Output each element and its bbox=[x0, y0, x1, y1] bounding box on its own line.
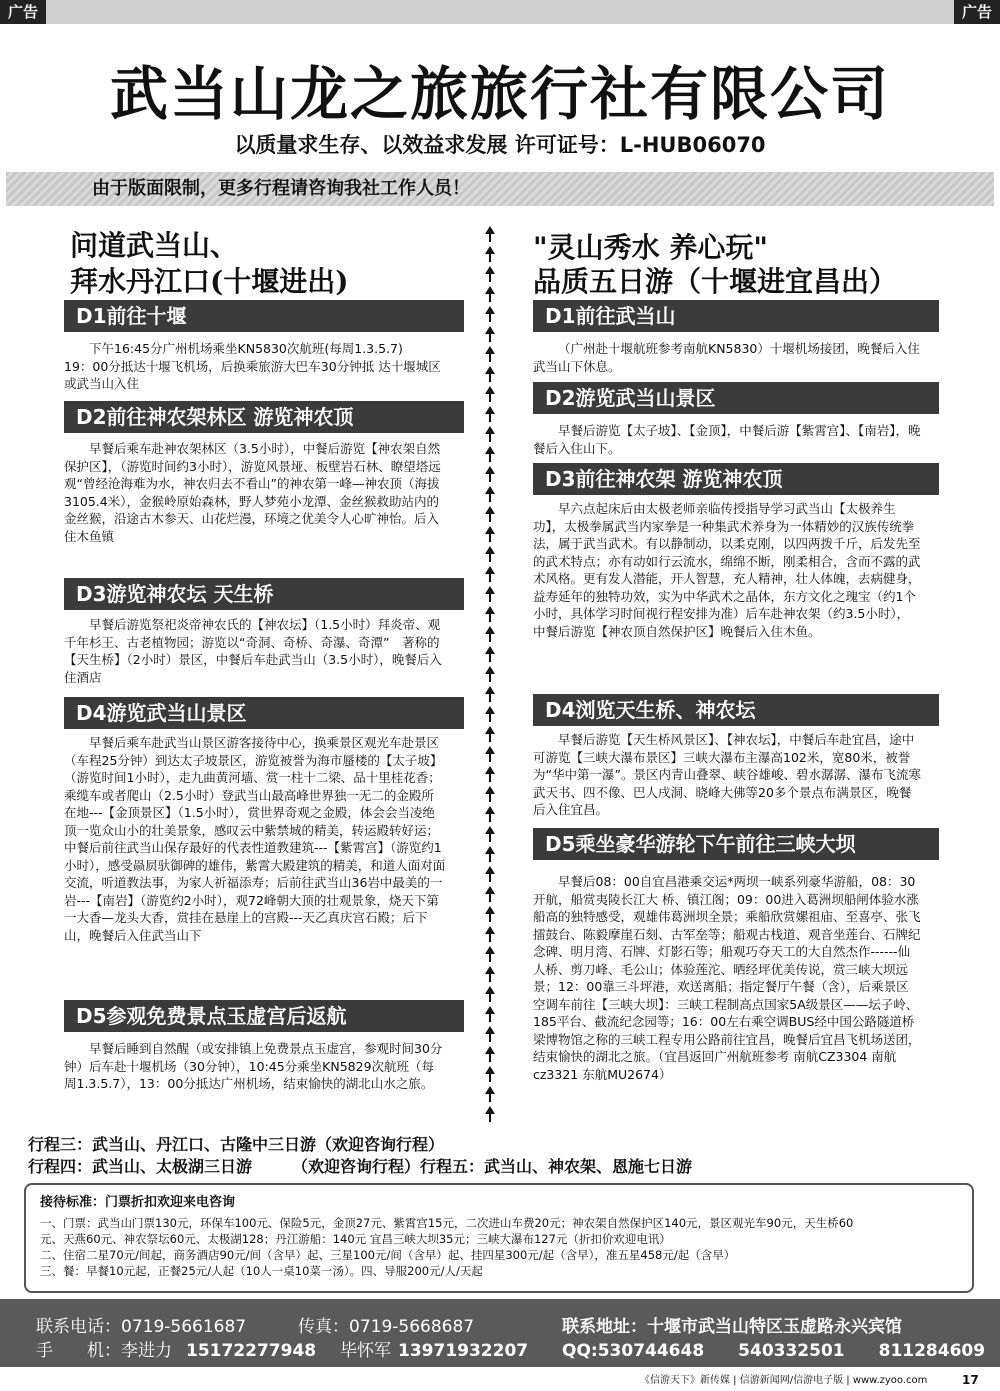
footer-mobile-label: 手 机：李进力 bbox=[36, 1341, 172, 1361]
divider-arrow bbox=[485, 706, 495, 722]
divider-arrow bbox=[485, 346, 495, 362]
divider-arrow bbox=[485, 686, 495, 702]
left-day2-head: D2前往神农架林区 游览神农顶 bbox=[64, 401, 464, 433]
divider-arrow bbox=[485, 406, 495, 422]
divider-arrow bbox=[485, 246, 495, 262]
left-day5-text: 早餐后睡到自然醒（或安排镇上免费景点玉虚宫，参观时间30分钟）后车赴十堰机场（30分钟），10:45分乘坐KN5829次航班（每周1.3.5.7），13：00分抵达广州机场，结束愉快的湖北山水之旅。 bbox=[64, 1041, 443, 1091]
divider-arrow bbox=[485, 326, 495, 342]
right-day3-head: D3前往神农架 游览神农顶 bbox=[533, 463, 939, 495]
notice-bar bbox=[6, 172, 994, 206]
footer-qq: QQ:530744648 540332501 811284609 bbox=[562, 1341, 986, 1361]
standards-line2: 元、天燕60元、神农祭坛60元、太极湖128；丹江游船：140元 宜昌三峡大坝35元；三峡大瀑布127元（折扣价欢迎电讯） bbox=[40, 1232, 671, 1246]
divider-arrow bbox=[485, 946, 495, 962]
right-day2-text: 早餐后游览【太子坡】、【金顶】，中餐后游【紫霄宫】、【南岩】，晚餐后入住山下。 bbox=[533, 423, 921, 456]
right-day5-head: D5乘坐豪华游轮下午前往三峡大坝 bbox=[533, 828, 939, 860]
divider-arrow bbox=[485, 666, 495, 682]
ad-label-right: 广告 bbox=[954, 0, 1000, 24]
divider-arrow bbox=[485, 1026, 495, 1042]
divider-arrow bbox=[485, 306, 495, 322]
divider-arrow bbox=[485, 1046, 495, 1062]
right-title-line1: "灵山秀水 养心玩" bbox=[533, 231, 768, 264]
right-day1-text: （广州赴十堰航班参考南航KN5830）十堰机场接团，晚餐后入住武当山下休息。 bbox=[533, 341, 920, 374]
right-day4-text: 早餐后游览【天生桥风景区】、【神农坛】，中餐后车赴宜昌，途中可游览【三峡大瀑布景区】三峡大瀑布主瀑高102米，宽80米，被誉为“华中第一瀑”。景区内青山叠翠、峡谷雄峻、碧水潺潺、瀑布飞流寒武天书、四不像、巴人戌洞、晓峰大佛等20多个景点布满景区，晚餐后入住宜昌。 bbox=[533, 732, 921, 817]
divider-arrow bbox=[485, 486, 495, 502]
divider-arrow bbox=[485, 846, 495, 862]
bottom-source: 《信游天下》新传媒 | 信游新闻网/信游电子版 | www.zyoo.com bbox=[640, 1375, 928, 1386]
divider-arrow bbox=[485, 566, 495, 582]
left-day3-head: D3游览神农坛 天生桥 bbox=[64, 578, 464, 610]
divider-arrow bbox=[485, 866, 495, 882]
divider-arrow bbox=[485, 766, 495, 782]
bottom-bar bbox=[0, 1370, 1000, 1391]
divider-arrow bbox=[485, 1106, 495, 1122]
left-day4-text: 早餐后乘车赴武当山景区游客接待中心，换乘景区观光车赴景区（车程25分钟）到达太子坡景区，游览被誉为海市蜃楼的【太子坡】（游览时间1小时），走九曲黄河墙、赏一柱十二梁、品十里桂花香；乘缆车或者爬山（2.5小时）登武当山最高峰世界独一无二的金殿所在地---【金顶景区】（1.5小时），赏世界奇观之金殿，体会会当凌绝顶一览众山小的壮美景象，感叹云中紫禁城的精美，转运殿转好运；中餐后前往武当山保存最好的代表性道教建筑---【紫霄宫】（游览约1小时），感受赑屃驮御碑的雄伟，紫霄大殿建筑的精美，和道人面对面交流，听道教法事，为家人祈福添寿；后前往武当山36岩中最美的一岩---【南岩】（游览约2小时），观72峰朝大顶的壮观景象，烧天下第一大香—龙头大香，赏挂在悬崖上的宫殿---天乙真庆宫石殿；后下山，晚餐后入住武当山下 bbox=[64, 735, 446, 943]
footer-mobile2-name: 毕怀军 bbox=[340, 1341, 391, 1361]
left-title-line1: 问道武当山、 bbox=[70, 229, 239, 262]
divider-arrow bbox=[485, 786, 495, 802]
divider-arrow bbox=[485, 726, 495, 742]
divider-arrow bbox=[485, 286, 495, 302]
divider-arrow bbox=[485, 546, 495, 562]
right-day4-head: D4浏览天生桥、神农坛 bbox=[533, 694, 939, 726]
footer-fax: 传真：0719-5668687 bbox=[298, 1317, 475, 1337]
top-band bbox=[0, 0, 1000, 24]
right-day3-text: 早六点起床后由太极老师亲临传授指导学习武当山【太极养生功】，太极拳属武当内家拳是一种集武术养身为一体精妙的汉族传统拳法，属于武当武术。有以静制动，以柔克刚，以四两拨千斤，后发先至的武术特点；亦有动如行云流水，绵绵不断，刚柔相合，含而不露的武术风格。更有发人潜能，开人智慧，充人精神，壮人体魄，去病健身，益寿延年的独特功效，实为中华武术之晶体，东方文化之瑰宝（约1个小时，具体学习时间视行程安排为准）后车赴神农架（约3.5小时），中餐后游览【神农顶自然保护区】晚餐后入住木鱼。 bbox=[533, 501, 921, 639]
ad-label-left: 广告 bbox=[0, 0, 46, 24]
company-name: 武当山龙之旅旅行社有限公司 bbox=[109, 60, 890, 128]
divider-arrow bbox=[485, 646, 495, 662]
divider-arrow bbox=[485, 926, 495, 942]
divider-arrow bbox=[485, 526, 495, 542]
divider-arrow bbox=[485, 746, 495, 762]
footer-mobile2: 13971932207 bbox=[398, 1341, 529, 1361]
divider-arrow bbox=[485, 466, 495, 482]
divider-arrow bbox=[485, 1086, 495, 1102]
column-divider-arrows bbox=[480, 226, 500, 1126]
right-day2-head: D2游览武当山景区 bbox=[533, 382, 939, 414]
divider-arrow bbox=[485, 506, 495, 522]
extra-route-line2: 行程四：武当山、太极湖三日游 （欢迎咨询行程）行程五：武当山、神农架、恩施七日游 bbox=[28, 1157, 693, 1176]
divider-arrow bbox=[485, 446, 495, 462]
divider-arrow bbox=[485, 386, 495, 402]
divider-arrow bbox=[485, 966, 495, 982]
extra-route-line1: 行程三：武当山、丹江口、古隆中三日游（欢迎咨询行程） bbox=[28, 1135, 445, 1154]
left-title-line2: 拜水丹江口(十堰进出) bbox=[70, 265, 349, 298]
divider-arrow bbox=[485, 986, 495, 1002]
right-title-line2: 品质五日游（十堰进宜昌出） bbox=[533, 265, 898, 298]
notice-text: 由于版面限制，更多行程请咨询我社工作人员！ bbox=[92, 178, 470, 199]
divider-arrow bbox=[485, 586, 495, 602]
left-day2-text: 早餐后乘车赴神农架林区（3.5小时），中餐后游览【神农架自然保护区】，（游览时间约3小时），游览风景垭、板壁岩石林、瞭望塔远观“曾经沧海难为水，神农归去不看山”的神农第一峰—神农顶（海拔3105.4米），金猴岭原始森林，野人梦苑小龙潭、金丝猴救助站内的金丝猴，沿途古木参天、山花烂漫，环境之优美令人心旷神怡。后入住木鱼镇 bbox=[64, 441, 441, 544]
footer-address: 联系地址：十堰市武当山特区玉虚路永兴宾馆 bbox=[562, 1317, 902, 1337]
page-number: 17 bbox=[962, 1373, 979, 1387]
divider-arrow bbox=[485, 906, 495, 922]
divider-arrow bbox=[485, 806, 495, 822]
divider-arrow bbox=[485, 826, 495, 842]
standards-line4: 三、餐：早餐10元起，正餐25元/人起（10人一桌10菜一汤）。四、导服200元/人/天起 bbox=[40, 1264, 483, 1278]
divider-arrow bbox=[485, 226, 495, 242]
divider-arrow bbox=[485, 1066, 495, 1082]
left-day1-text: 下午16:45分广州机场乘坐KN5830次航班(每周1.3.5.7) 19：00分抵达十堰飞机场，后换乘旅游大巴车30分钟抵 达十堰城区或武当山入住 bbox=[64, 341, 441, 391]
right-day1-head: D1前往武当山 bbox=[533, 300, 939, 332]
left-day5-head: D5参观免费景点玉虚宫后返航 bbox=[64, 1000, 464, 1032]
standards-line1: 一、门票：武当山门票130元，环保车100元、保险5元，金顶27元、紫霄宫15元，二次进山车费20元；神农架自然保护区140元，景区观光车90元，天生桥60 bbox=[40, 1216, 854, 1230]
footer-phone: 联系电话：0719-5661687 bbox=[36, 1317, 247, 1337]
divider-arrow bbox=[485, 626, 495, 642]
left-day4-head: D4游览武当山景区 bbox=[64, 697, 464, 729]
slogan: 以质量求生存、以效益求发展 许可证号：L-HUB06070 bbox=[234, 133, 766, 157]
left-day1-head: D1前往十堰 bbox=[64, 300, 464, 332]
divider-arrow bbox=[485, 266, 495, 282]
left-day3-text: 早餐后游览祭祀炎帝神农氏的【神农坛】（1.5小时）拜炎帝、观千年杉王、古老植物园；游览以“奇洞、奇桥、奇瀑、奇潭” 著称的【天生桥】（2小时）景区，中餐后车赴武当山（3.5小时），晚餐后入住酒店 bbox=[64, 617, 442, 685]
reception-standards-box bbox=[24, 1183, 974, 1293]
standards-heading: 接待标准：门票折扣欢迎来电咨询 bbox=[40, 1195, 236, 1210]
divider-arrow bbox=[485, 1006, 495, 1022]
divider-arrow bbox=[485, 606, 495, 622]
divider-arrow bbox=[485, 366, 495, 382]
divider-arrow bbox=[485, 426, 495, 442]
right-day5-text: 早餐后08：00自宜昌港乘交运*两坝一峡系列豪华游船，08：30开航，船赏夷陵长江大 桥、镇江阁；09：00进入葛洲坝船闸体验水涨船高的独特感受，观雄伟葛洲坝全景；乘船欣赏嫘祖庙、至喜亭、张飞擂鼓台、陈毅摩崖石刻、古军垒等；船观古栈道、观音坐莲台、石牌纪念碑、明月湾、石牌、灯影石等；船观巧夺天工的大自然杰作------仙人桥、剪刀峰、毛公山；体验莲沱、晒经坪优美传说，赏三峡大坝远景；12：00靠三斗坪港，欢送离船；指定餐厅午餐（含），后乘景区空调车前往【三峡大坝】：三峡工程制高点国家5A级景区——坛子岭、185平台、截流纪念园等；16：00左右乘空调BUS经中国公路隧道桥梁博物馆之称的三峡工程专用公路前往宜昌，晚餐后宜昌飞机场送团，结束愉快的湖北之旅。（宜昌返回广州航班参考 南航CZ3304 南航cz3321 东航MU2674） bbox=[533, 874, 921, 1082]
footer-mobile1: 15172277948 bbox=[186, 1341, 317, 1361]
contact-footer bbox=[0, 1299, 1000, 1367]
standards-line3: 二、住宿二星70元/间起，商务酒店90元/间（含早）起、三星100元/间（含早）起、挂四星300元/起（含早），准五星458元/起（含早） bbox=[40, 1248, 736, 1262]
divider-arrow bbox=[485, 886, 495, 902]
